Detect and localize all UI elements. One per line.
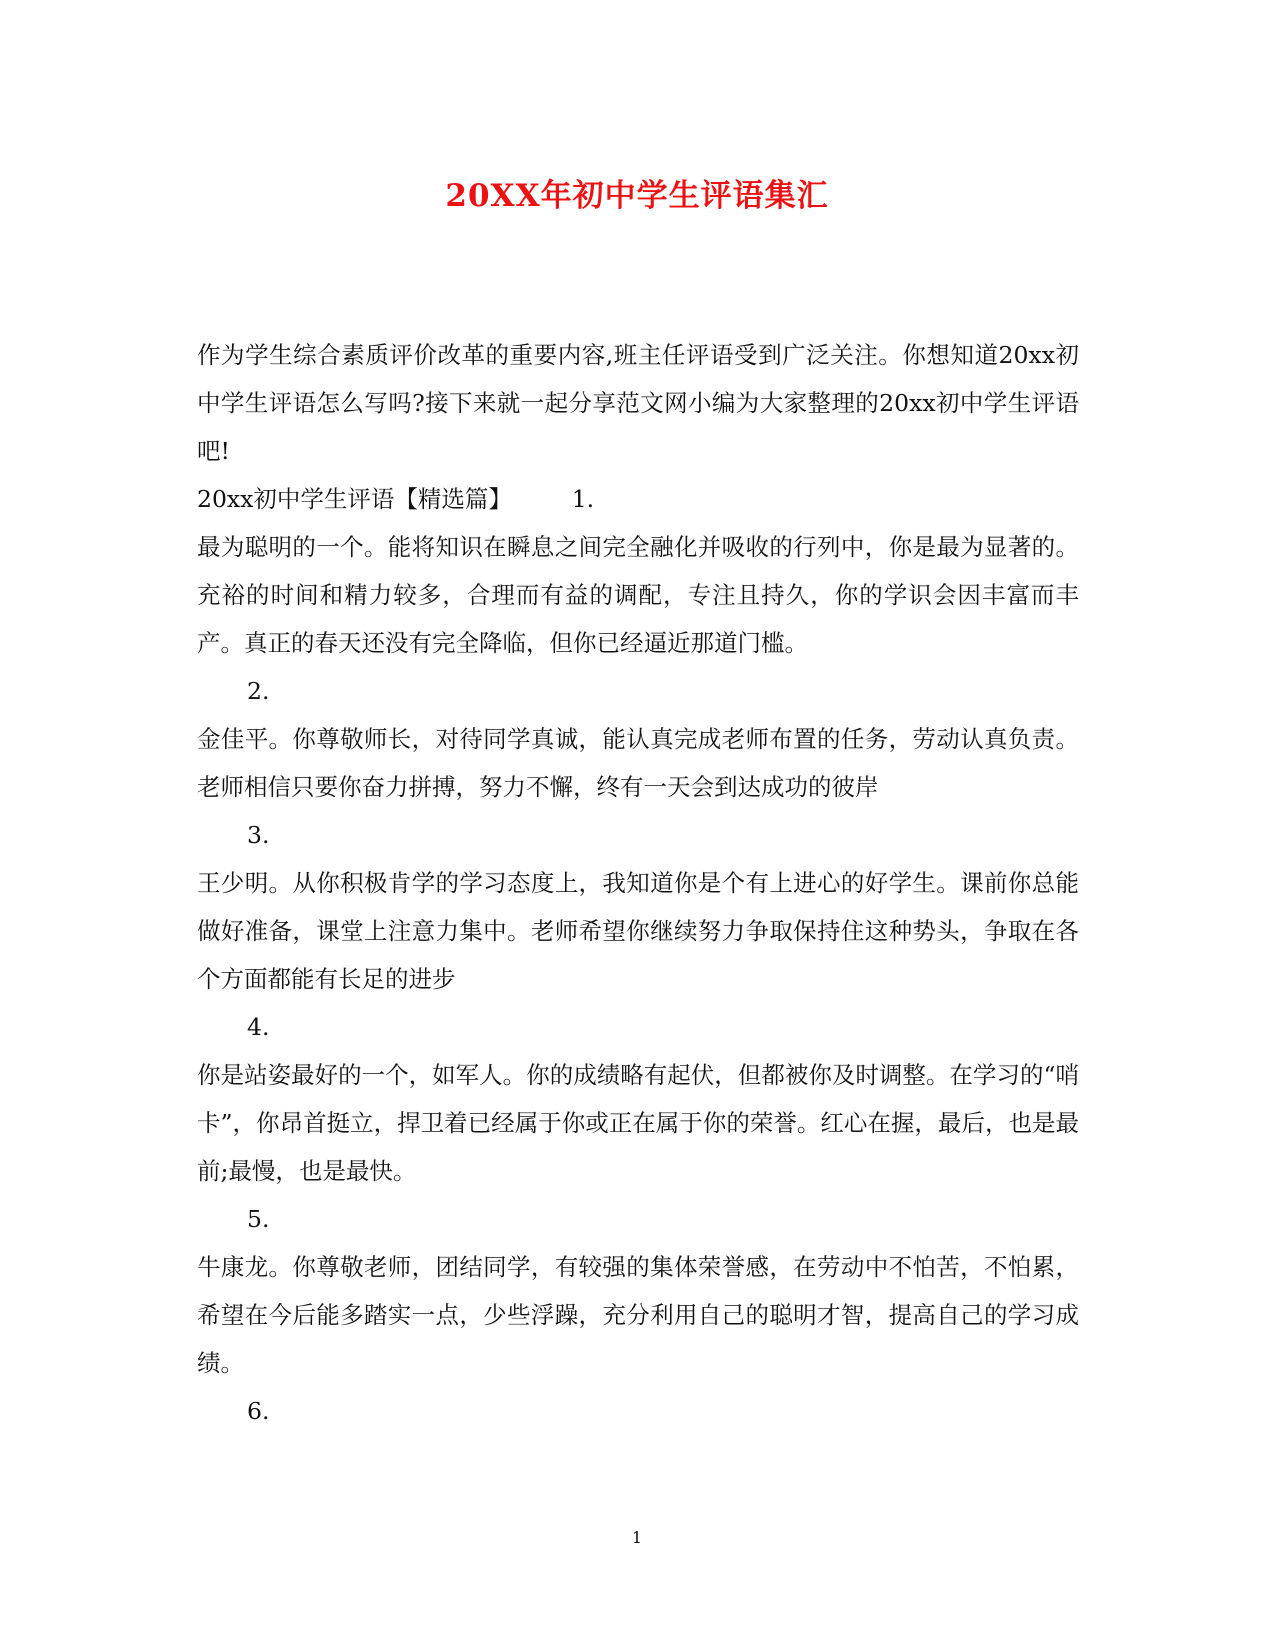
entry-number: 4.: [247, 1013, 270, 1041]
document-body: [197, 331, 1079, 1435]
entry-text: 最为聪明的一个。能将知识在瞬息之间完全融化并吸收的行列中，你是最为显著的。充裕的时间和精力较多，合理而有益的调配，专注且持久，你的学识会因丰富而丰产。真正的春天还没有完全降临，但你已经逼近那道门槛。: [197, 533, 1079, 657]
intro-paragraph: 作为学生综合素质评价改革的重要内容,班主任评语受到广泛关注。你想知道20xx初中学生评语怎么写吗?接下来就一起分享范文网小编为大家整理的20xx初中学生评语吧!: [197, 341, 1079, 465]
entry-number: 5.: [247, 1205, 270, 1233]
document-title: 20XX年初中学生评语集汇: [445, 178, 829, 214]
entry-number: 3.: [247, 821, 270, 849]
entry-number: 2.: [247, 677, 270, 705]
section-heading-line: [197, 475, 1079, 523]
entry-text: 王少明。从你积极肯学的学习态度上，我知道你是个有上进心的好学生。课前你总能做好准备，课堂上注意力集中。老师希望你继续努力争取保持住这种势头，争取在各个方面都能有长足的进步: [197, 869, 1079, 993]
section-heading: 20xx初中学生评语【精选篇】: [197, 485, 512, 513]
entry-text: 金佳平。你尊敬师长，对待同学真诚，能认真完成老师布置的任务，劳动认真负责。老师相信只要你奋力拼搏，努力不懈，终有一天会到达成功的彼岸: [197, 725, 1079, 801]
entry-text: 你是站姿最好的一个，如军人。你的成绩略有起伏，但都被你及时调整。在学习的“哨卡”，你昂首挺立，捍卫着已经属于你或正在属于你的荣誉。红心在握，最后，也是最前;最慢，也是最快。: [197, 1061, 1079, 1185]
entry-number: 6.: [247, 1397, 270, 1425]
entry-number: 1.: [571, 485, 595, 513]
page-number: 1: [631, 1528, 643, 1547]
entry-text: 牛康龙。你尊敬老师，团结同学，有较强的集体荣誉感，在劳动中不怕苦，不怕累，希望在今后能多踏实一点，少些浮躁，充分利用自己的聪明才智，提高自己的学习成绩。: [197, 1253, 1079, 1377]
